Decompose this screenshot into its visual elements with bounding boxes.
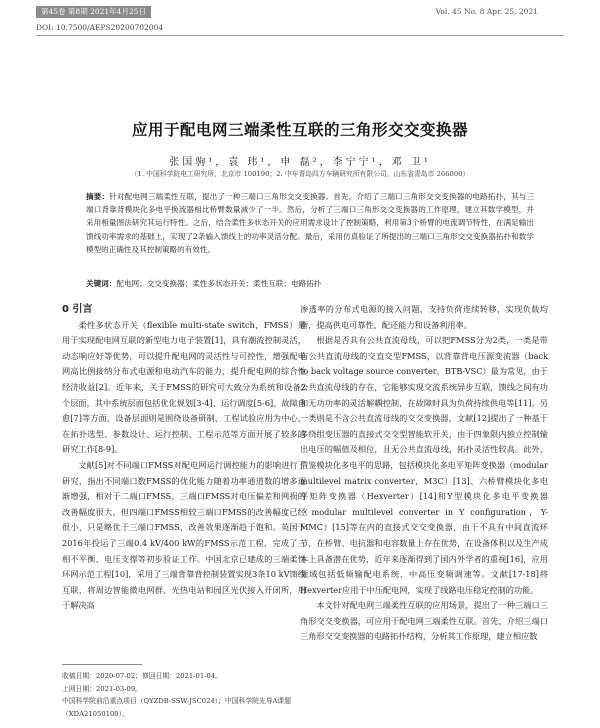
- keywords-text: 配电网；交交变换器；柔性多状态开关；柔性互联；电路拓扑: [116, 279, 322, 288]
- abstract-text: 针对配电网三端柔性互联，提出了一种三端口三角形交交变换器。首先，介绍了三端口三角形交交变换器的电路拓扑，其与三端口背靠背模块化多电平换流器相比桥臂数量减少了一半。然后，分析了三端口三角形交交变换器的工作原理，建立其数学模型，并采用相量图法研究其运行特性。之后，结合柔性多状态开关的应用需求设计了控制策略，利用第3个桥臂的电流调节特性，在满足输出馈线功率需求的基础上，实现了2条输入馈线上的功率灵活分配。最后，采用仿真验证了所提出的三端口三角形交交变换器拓扑和数学模型的正确性及其控制策略的有效性。: [86, 192, 535, 254]
- footnote-online: 上网日期：2021-03-09。: [62, 684, 142, 693]
- body-paragraph: 文献[5]对不同端口FMSS对配电网运行调控能力的影响进行了研究，指出不同端口数FMSS的优化能力随着功率通道数的增多逐渐增强，相对于二端口FMSS，三端口FMSS对电压偏差和网损的改善幅度很大，但四端口FMSS相较三端口FMSS的改善幅度已经很小，只是略优于三端口FMSS，改善效果逐渐趋于饱和。英国于2016年投运了三端0.4 kV/400 kW的FMSS示范工程，完成了三相不平衡、电压支撑等初步验证工作。中国北京已建成的三端柔性环网示范工程[10]，采用了三端背靠背控制装置实现3条10 kV馈线互联，将周边智能微电网群、光热电站和园区光伏接入开闭所，用于解决高: [62, 459, 306, 611]
- left-column: [62, 302, 306, 614]
- body-paragraph: 本文针对配电网三端柔性互联的应用场景，提出了一种三端口三角形交交变换器，可应用于配电网三端柔性互联。首先，介绍三端口三角形交交变换器的电路拓扑结构，分析其工作原理，建立相应数: [300, 600, 548, 642]
- issue-label-cn: 第45卷 第8期 2021年4月25日: [36, 6, 151, 18]
- issue-label-en: Vol. 45 No. 8 Apr. 25, 2021: [435, 7, 538, 16]
- affiliation: （1. 中国科学院电工研究所，北京市 100190；2. 中车青岛四方车辆研究所有限公司，山东省青岛市 266000）: [130, 170, 470, 178]
- body-paragraph-continued: 渗透率的分布式电源的接入问题，支持负荷连续转移，实现负载均衡，提高供电可靠性，配还能力和设备利用率。: [300, 304, 548, 330]
- abstract-label: 摘要：: [86, 192, 110, 201]
- right-column: [300, 302, 548, 645]
- footnote-rule: [62, 664, 142, 665]
- keywords-label: 关键词：: [86, 279, 117, 288]
- header-rule: [36, 35, 564, 36]
- footnotes: [62, 670, 302, 720]
- section-heading-intro: 0 引言: [62, 304, 93, 315]
- keywords: [86, 278, 534, 290]
- paper-title: 应用于配电网三端柔性互联的三角形交交变换器: [131, 121, 468, 139]
- doi: DOI: 10.7500/AEPS20200702004: [36, 23, 164, 32]
- journal-header: [0, 0, 600, 22]
- author-list: 张国驹¹，袁 玮¹，申 磊²，李宁宁¹，邓 卫¹: [169, 157, 431, 168]
- footnote-received: 收稿日期：2020-07-02；修回日期：2021-01-04。: [62, 672, 222, 680]
- body-paragraph: 柔性多状态开关（flexible multi-state switch，FMSS）是用于实现配电网互联的新型电力电子装置[1]，具有潮流控制灵活，动态响应好等优势，可以提升配电网的灵活性与可控性，增强配电网高比例接纳分布式电源和电动汽车的能力，提升配电网的综合性经济收益[2]。近年来，关于FMSS的研究可大致分为系统和设备2个层面，其中系统层面包括优化规划[3-4]、运行调度[5-6]、故障自愈[7]等方面，设备层面则是围绕设备研制、工程试验应用为中心，在拓扑选型、参数设计、运行控制、工程示范等方面开展了较多的研究工作[8-9]。: [62, 319, 306, 455]
- body-paragraph: 根据是否具有公共直流母线，可以把FMSS分为2类，一类是带有公共直流母线的交直交型FMSS，以背靠背电压源变流器（back to back voltage source converter，BTB-VSC）最为常见，由于公共直流母线的存在，它能够实现交流系统异步互联，馈线之间有功和无功功率的灵活解耦控制，在故障时具为负荷持续供电等[11]。另一类则是不含公共直流母线的交交变换器，文献[12]提出了一种基于多绕组变压器的直接式交交型智能软开关，由于四象限内独立控制输出电压的幅值及相位，且无公共直流母线，拓扑灵活性较高。此外，借鉴模块化多电平的思路，包括模块化多电平矩阵变换器（modular multilevel matrix converter，M3C）[13]、六桥臂模块化多电平矩阵变换器（Hexverter）[14]和Y型模块化多电平变换器（modular multilevel converter in Y configuration，Y-MMC）[15]等在内的直接式交交变换器，由于不具有中间直流环节，在桥臂、电抗器和电容数量上存在优势，在设备体积以及生产成本上具备潜在优势，近年来逐渐得到了国内外学者的重视[16]，应用领域包括低频输配电系统、中高压变频调速等。文献[17-18]将Hexverter应用于中压配电网，实现了线路电压稳定控制的功能。: [300, 335, 548, 595]
- abstract: [86, 190, 534, 256]
- footnote-funding: 中国科学院前沿重点项目（QYZDB-SSW-JSC024）；中国科学院先导A课题（XDA21050100）。: [62, 697, 292, 718]
